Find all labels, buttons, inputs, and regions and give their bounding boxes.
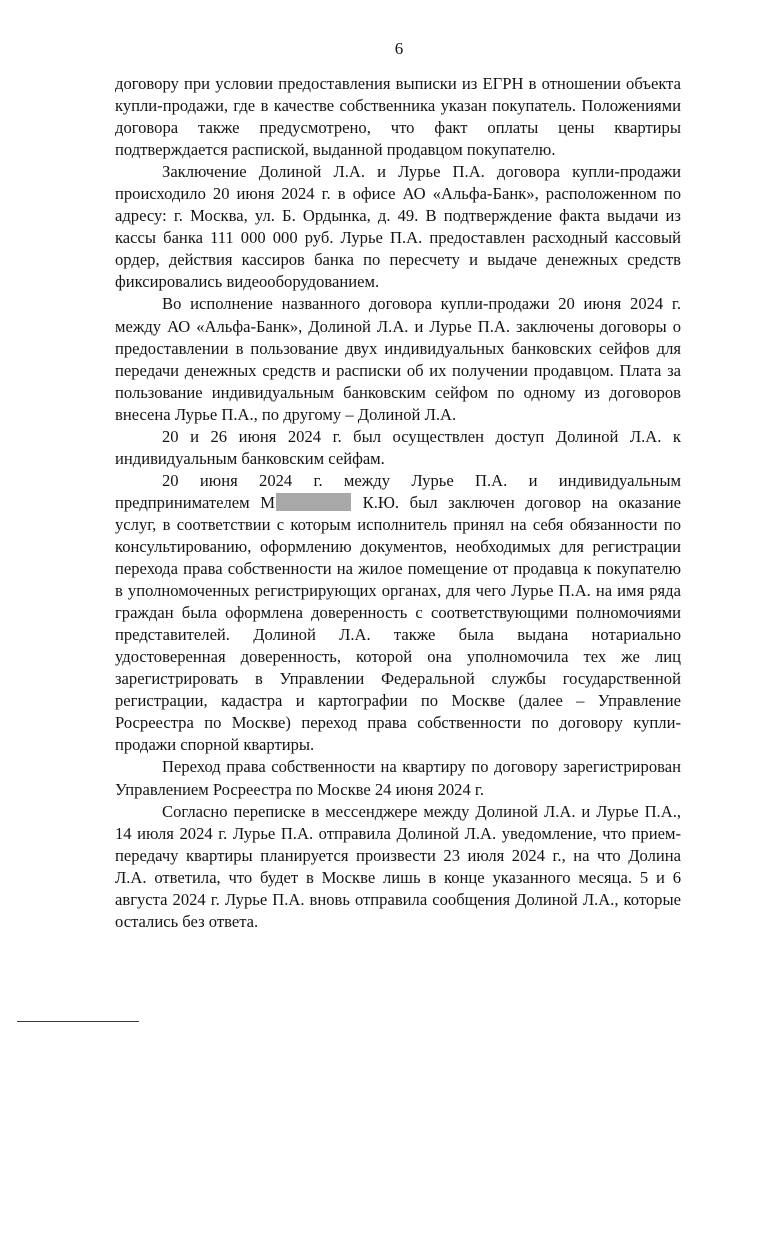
paragraph-5 <box>115 470 681 757</box>
page-number: 6 <box>394 39 404 58</box>
footnote-separator <box>17 1021 139 1022</box>
paragraph-4: 20 и 26 июня 2024 г. был осуществлен доступ Долиной Л.А. к индивидуальным банковским сейфам. <box>115 426 681 468</box>
paragraph-5-text-after-redaction: К.Ю. был заключен договор на оказание услуг, в соответствии с которым исполнитель принял на себя обязанности по консультированию, оформлению документов, необходимых для регистрации перехода права собственности на жилое помещение от продавца к покупателю в уполномоченных регистрирующих органах, для чего Лурье П.А. на имя ряда граждан была оформлена доверенность с соответствующими полномочиями представителей. Долиной Л.А. также была выдана нотариально удостоверенная доверенность, которой она уполномочила тех же лиц зарегистрировать в Управлении Федеральной службы государственной регистрации, кадастра и картографии по Москве (далее – Управление Росреестра по Москве) переход права собственности по договору купли-продажи спорной квартиры. <box>115 492 682 755</box>
paragraph-5-text-before-redaction: 20 июня 2024 г. между Лурье П.А. и индивидуальным предпринимателем М <box>115 470 681 512</box>
paragraph-6: Переход права собственности на квартиру по договору зарегистрирован Управлением Росреестра по Москве 24 июня 2024 г. <box>115 757 681 799</box>
redaction-box <box>276 493 351 511</box>
paragraph-3: Во исполнение названного договора купли-продажи 20 июня 2024 г. между АО «Альфа-Банк», Долиной Л.А. и Лурье П.А. заключены договоры о предоставлении в пользование двух индивидуальных банковских сейфов для передачи денежных средств и расписки об их получении продавцом. Плата за пользование индивидуальным банковским сейфом по одному из договоров внесена Лурье П.А., по другому – Долиной Л.А. <box>115 294 681 424</box>
paragraph-1: договору при условии предоставления выписки из ЕГРН в отношении объекта купли-продажи, где в качестве собственника указан покупатель. Положениями договора также предусмотрено, что факт оплаты цены квартиры подтверждается распиской, выданной продавцом покупателю. <box>115 74 681 160</box>
paragraph-7: Согласно переписке в мессенджере между Долиной Л.А. и Лурье П.А., 14 июля 2024 г. Лурье П.А. отправила Долиной Л.А. уведомление, что прием-передачу квартиры планируется произвести 23 июля 2024 г., на что Долина Л.А. ответила, что будет в Москве лишь в конце указанного месяца. 5 и 6 августа 2024 г. Лурье П.А. вновь отправила сообщения Долиной Л.А., которые остались без ответа. <box>115 801 681 931</box>
document-body <box>115 73 681 933</box>
paragraph-2: Заключение Долиной Л.А. и Лурье П.А. договора купли-продажи происходило 20 июня 2024 г. в офисе АО «Альфа-Банк», расположенном по адресу: г. Москва, ул. Б. Ордынка, д. 49. В подтверждение факта выдачи из кассы банка 111 000 000 руб. Лурье П.А. предоставлен расходный кассовый ордер, действия кассиров банка по пересчету и выдаче денежных средств фиксировались видеооборудованием. <box>115 162 681 292</box>
